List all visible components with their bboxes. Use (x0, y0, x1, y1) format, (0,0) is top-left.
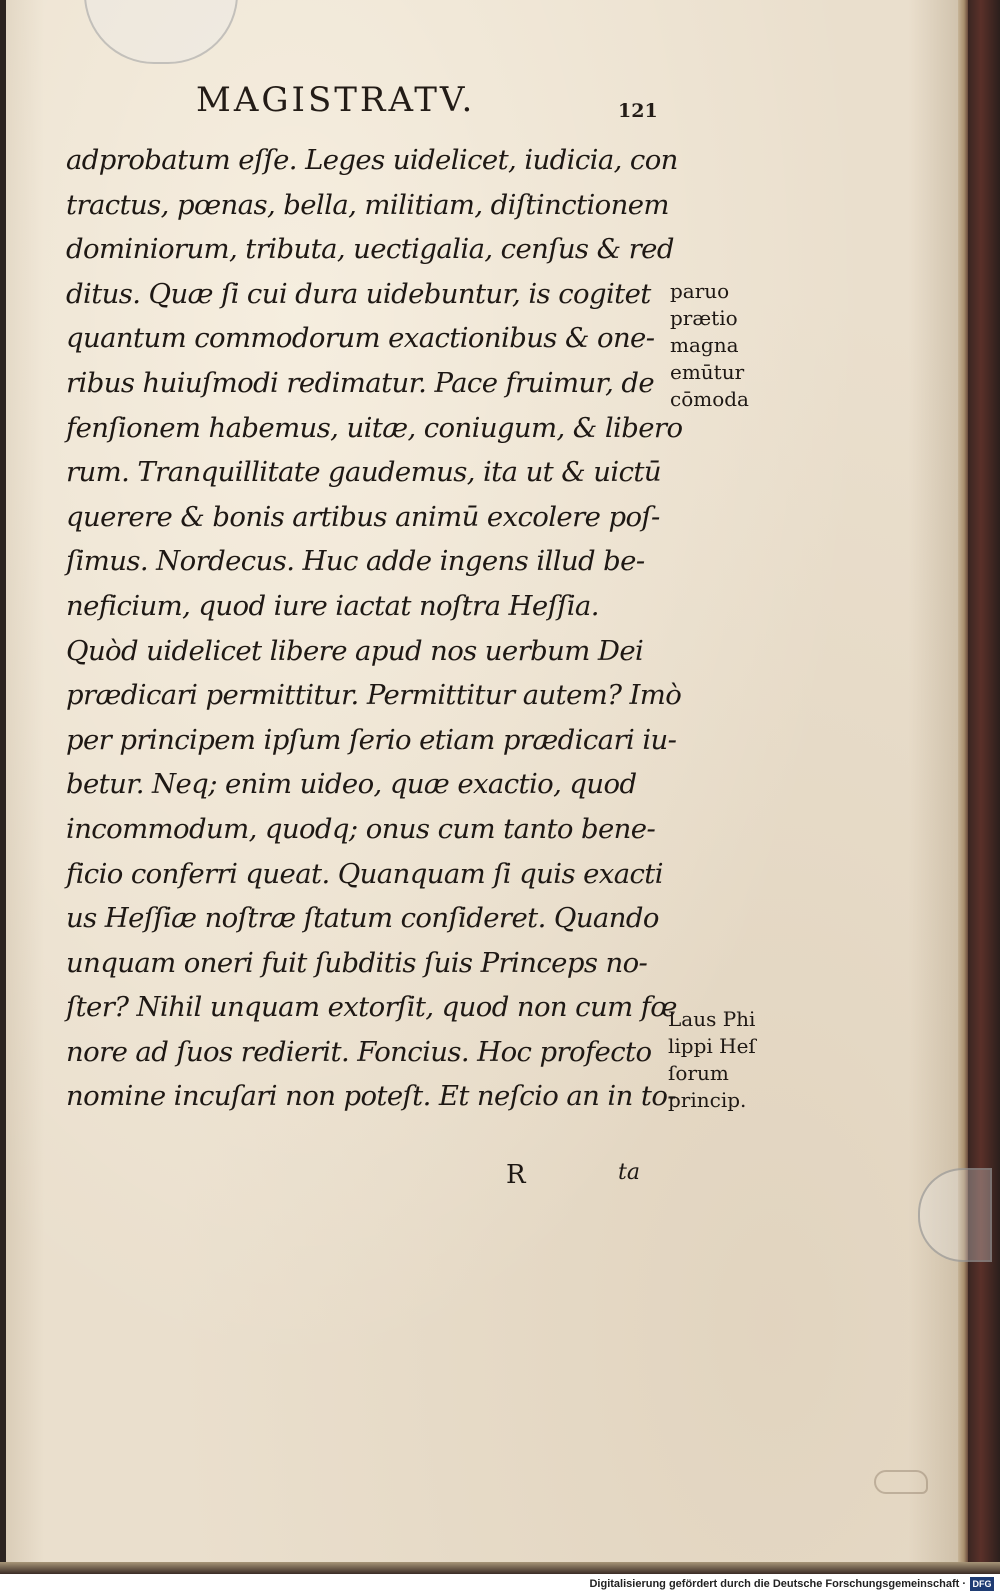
text-line: querere & bonis artibus animū excolere poſ- (66, 500, 660, 533)
footer-bar (0, 1574, 1000, 1596)
marginal-note-line: Laus Phi (668, 1007, 756, 1031)
text-line: ficio conferri queat. Quanquam ſi quis exacti (66, 857, 663, 890)
text-line: ditus. Quæ ſi cui dura uidebuntur, is cogitet (66, 277, 651, 310)
text-line: per principem ipſum ſerio etiam prædicari iu- (66, 723, 677, 756)
text-line: unquam oneri fuit ſubditis ſuis Princeps no- (66, 946, 648, 979)
text-line: Quòd uidelicet libere apud nos uerbum Dei (66, 634, 644, 667)
page-edge (958, 0, 968, 1562)
marginal-note-line: lippi Heſ (668, 1034, 756, 1058)
page-bottom-edge (0, 1562, 1000, 1574)
binding-edge (968, 0, 1000, 1574)
running-head: MAGISTRATV. (196, 80, 476, 120)
text-line: incommodum, quodq; onus cum tanto bene- (66, 812, 656, 845)
marginal-note (670, 278, 749, 413)
page-number: 121 (618, 100, 658, 122)
funding-notice: Digitalisierung gefördert durch die Deutsche Forschungsgemeinschaft · (589, 1578, 966, 1590)
text-line: dominiorum, tributa, uectigalia, cenſus & red (66, 233, 674, 266)
text-line: ribus huiuſmodi redimatur. Pace fruimur, de (66, 366, 655, 399)
marginal-note-line: ſorum (668, 1061, 729, 1085)
marginal-note-line: prætio (670, 306, 738, 330)
marginal-note (668, 1006, 756, 1114)
marginal-note-line: emūtur (670, 360, 745, 384)
text-line: nomine incuſari non poteſt. Et neſcio an in to- (66, 1080, 676, 1113)
page-stain (874, 1470, 928, 1494)
marginal-note-line: princip. (668, 1088, 747, 1112)
text-line: tractus, pœnas, bella, militiam, diſtinctionem (66, 188, 669, 221)
signature-mark: R (506, 1160, 526, 1190)
text-line: quantum commodorum exactionibus & one- (66, 322, 655, 355)
text-line: rum. Tranquillitate gaudemus, ita ut & uictū (66, 456, 661, 489)
dfg-logo: DFG (970, 1577, 994, 1591)
text-line: adprobatum eſſe. Leges uidelicet, iudicia, con (66, 144, 678, 176)
text-line: neficium, quod iure iactat noſtra Heſſia. (66, 589, 599, 622)
text-line: us Heſſiæ noſtræ ſtatum conſideret. Quando (66, 902, 659, 935)
text-line: fenſionem habemus, uitæ, coniugum, & libero (66, 411, 683, 444)
clip-top (84, 0, 238, 64)
body-text (66, 138, 683, 1119)
text-line: prædicari permittitur. Permittitur autem? Imò (66, 679, 682, 712)
marginal-note-line: cōmoda (670, 387, 749, 411)
marginal-note-line: paruo (670, 279, 730, 303)
text-line: ſter? Nihil unquam extorſit, quod non cum fœ (66, 991, 677, 1024)
book-page (6, 0, 969, 1562)
text-line: ſimus. Nordecus. Huc adde ingens illud be- (66, 545, 645, 578)
text-line: nore ad ſuos redierit. Foncius. Hoc profecto (66, 1035, 652, 1068)
catchword: ta (618, 1160, 640, 1185)
marginal-note-line: magna (670, 333, 739, 357)
text-line: betur. Neq; enim uideo, quæ exactio, quod (66, 768, 637, 801)
